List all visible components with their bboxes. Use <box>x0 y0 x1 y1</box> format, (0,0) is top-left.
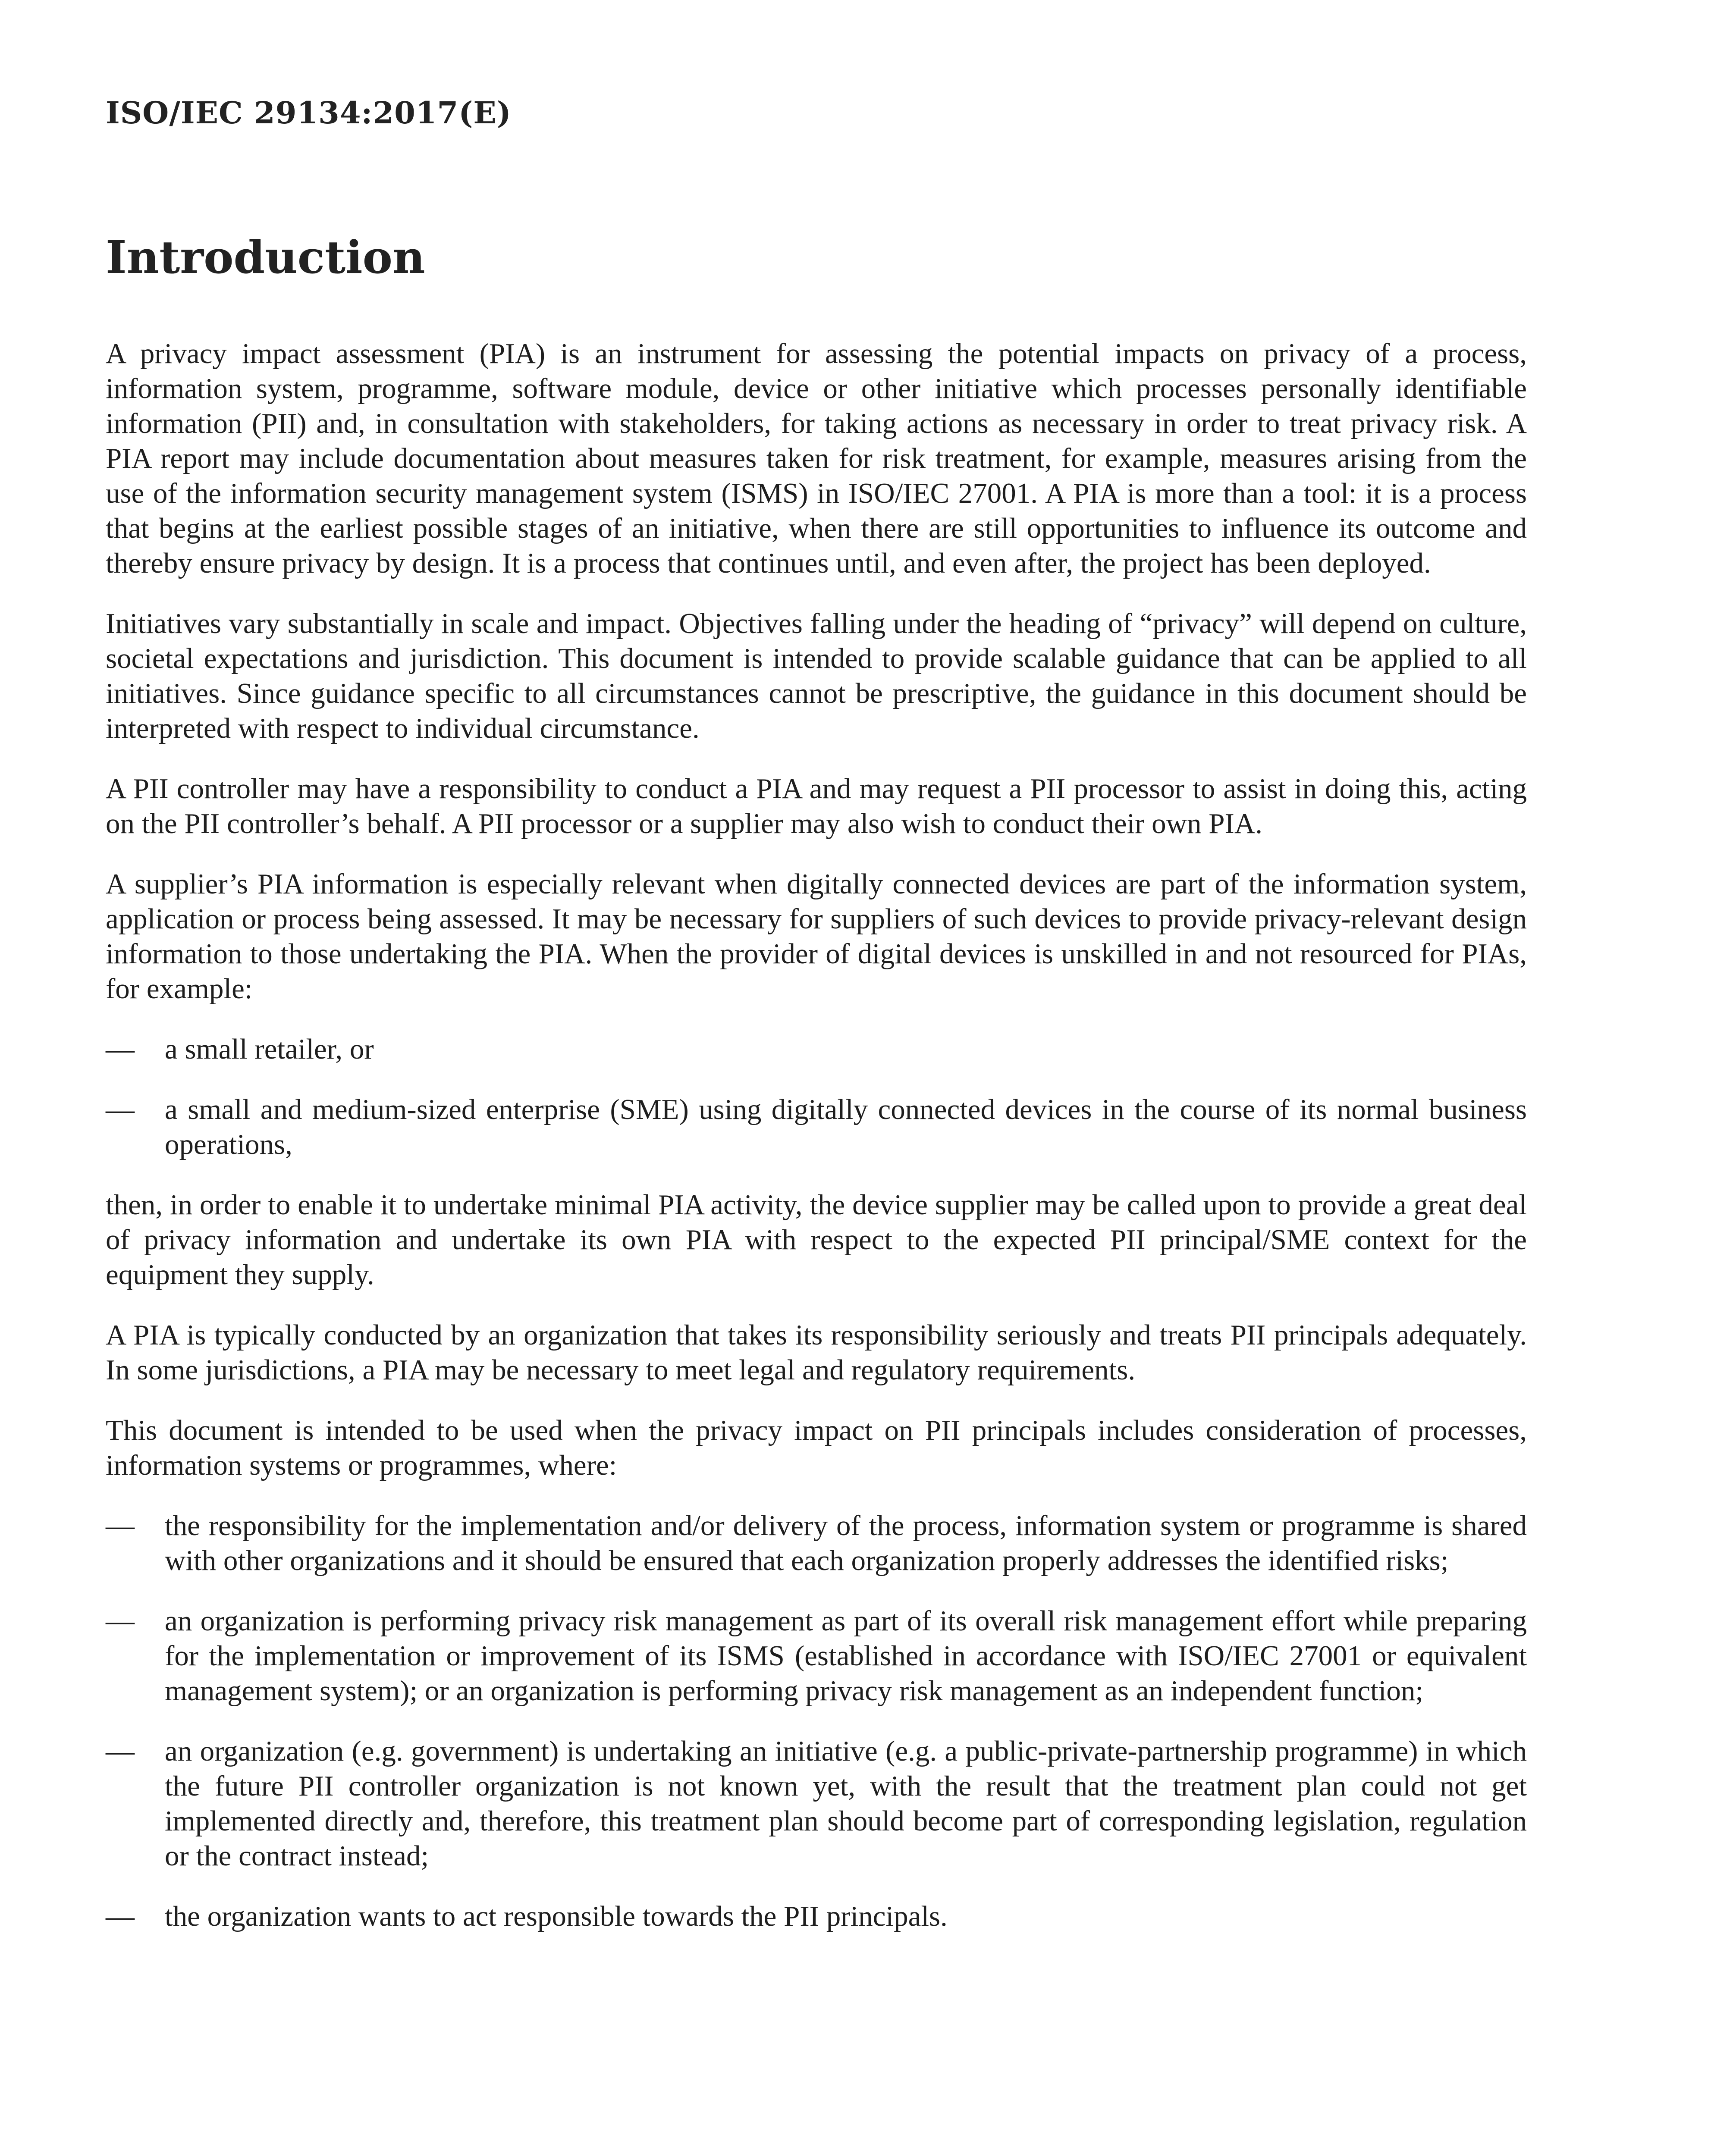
list-item-text: a small retailer, or <box>165 1033 374 1065</box>
list-item-text: the responsibility for the implementation and/or delivery of the process, information system or programme is shared with other organizations and it should be ensured that each organization properly addresses the identified risks; <box>165 1510 1527 1576</box>
list-item <box>106 1734 1527 1874</box>
dash-bullet: — <box>106 1510 135 1542</box>
list-item <box>106 1508 1527 1578</box>
section-title: Introduction <box>106 231 425 284</box>
dash-bullet: — <box>106 1900 135 1932</box>
paragraph-pia-definition: A privacy impact assessment (PIA) is an instrument for assessing the potential impacts on privacy of a process, information system, programme, software module, device or other initiative which processes personally identifiable information (PII) and, in consultation with stakeholders, for taking actions as necessary in order to treat privacy risk. A PIA report may include documentation about measures taken for risk treatment, for example, measures arising from the use of the information security management system (ISMS) in ISO/IEC 27001. A PIA is more than a tool: it is a process that begins at the earliest possible stages of an initiative, when there are still opportunities to influence its outcome and thereby ensure privacy by design. It is a process that continues until, and even after, the project has been deployed. <box>106 338 1527 579</box>
list-item <box>106 1899 1527 1934</box>
document-body <box>106 336 1527 1959</box>
paragraph-initiatives: Initiatives vary substantially in scale and impact. Objectives falling under the heading of “privacy” will depend on culture, societal expectations and jurisdiction. This document is intended to provide scalable guidance that can be applied to all initiatives. Since guidance specific to all circumstances cannot be prescriptive, the guidance in this document should be interpreted with respect to individual circumstance. <box>106 608 1527 744</box>
dash-bullet: — <box>106 1735 135 1767</box>
paragraph-pii-controller: A PII controller may have a responsibility to conduct a PIA and may request a PII processor to assist in doing this, acting on the PII controller’s behalf. A PII processor or a supplier may also wish to conduct their own PIA. <box>106 773 1527 840</box>
list-item-text: an organization is performing privacy risk management as part of its overall risk management effort while preparing for the implementation or improvement of its ISMS (established in accordance with ISO/IEC 27001 or equivalent management system); or an organization is performing privacy risk management as an independent function; <box>165 1605 1527 1707</box>
dash-bullet: — <box>106 1033 135 1065</box>
paragraph-responsibility: A PIA is typically conducted by an organization that takes its responsibility seriously and treats PII principals adequately. In some jurisdictions, a PIA may be necessary to meet legal and regulatory requirements. <box>106 1319 1527 1386</box>
list-item <box>106 1032 1527 1067</box>
standard-identifier: ISO/IEC 29134:2017(E) <box>106 95 512 131</box>
list-item-text: an organization (e.g. government) is undertaking an initiative (e.g. a public-private-partnership programme) in which the future PII controller organization is not known yet, with the result that the treatment plan could not get implemented directly and, therefore, this treatment plan should become part of corresponding legislation, regulation or the contract instead; <box>165 1735 1527 1872</box>
list-item <box>106 1092 1527 1162</box>
paragraph-supplier-pia: A supplier’s PIA information is especially relevant when digitally connected devices are part of the information system, application or process being assessed. It may be necessary for suppliers of such devices to provide privacy-relevant design information to those undertaking the PIA. When the provider of digital devices is unskilled in and not resourced for PIAs, for example: <box>106 868 1527 1005</box>
list-item-text: the organization wants to act responsible towards the PII principals. <box>165 1900 948 1932</box>
list-item-text: a small and medium-sized enterprise (SME) using digitally connected devices in the course of its normal business operations, <box>165 1094 1527 1160</box>
list-unskilled-providers <box>106 1032 1527 1162</box>
paragraph-scope: This document is intended to be used when the privacy impact on PII principals includes consideration of processes, information systems or programmes, where: <box>106 1414 1527 1481</box>
paragraph-device-supplier: then, in order to enable it to undertake minimal PIA activity, the device supplier may be called upon to provide a great deal of privacy information and undertake its own PIA with respect to the expected PII principal/SME context for the equipment they supply. <box>106 1189 1527 1291</box>
list-scope-conditions <box>106 1508 1527 1934</box>
dash-bullet: — <box>106 1605 135 1637</box>
dash-bullet: — <box>106 1094 135 1125</box>
list-item <box>106 1604 1527 1708</box>
